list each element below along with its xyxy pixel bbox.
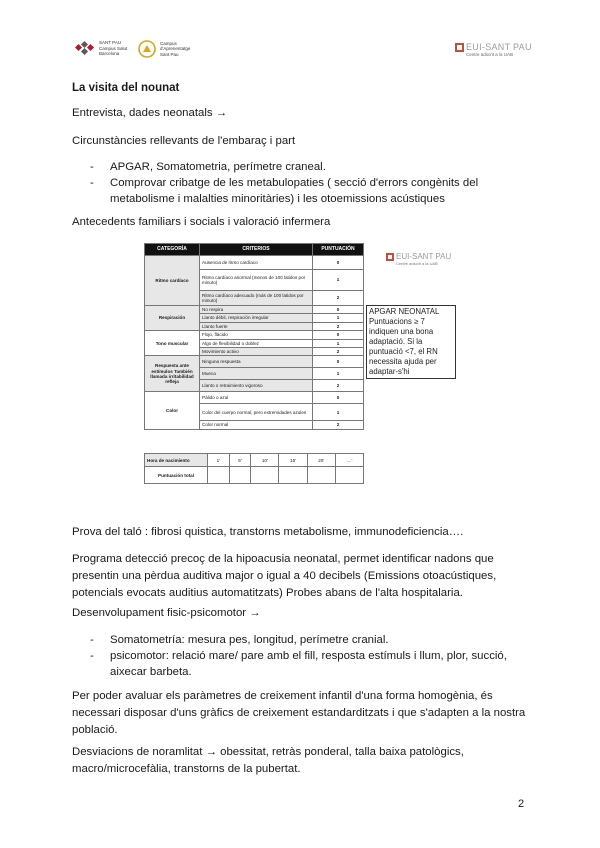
eui-logo	[455, 42, 532, 57]
criteria-cell: Algo de flexibilidad o doblez	[200, 339, 313, 347]
category-cell: Color	[145, 392, 200, 429]
criteria-cell: No respira	[200, 306, 313, 314]
criteria-cell: Ausencia de ritmo cardíaco	[200, 256, 313, 270]
score-cell: 1	[313, 404, 364, 421]
criteria-cell: Color normal	[200, 421, 313, 429]
figure-logo-emblem-icon	[386, 253, 394, 261]
score-cell: 2	[313, 348, 364, 356]
figure-logo-text: EUI-SANT PAU	[396, 252, 452, 261]
total-cell	[335, 467, 363, 484]
list-cribatge	[72, 159, 532, 207]
total-cell	[279, 467, 307, 484]
paragraph-antecedents: Antecedents familiars i socials i valoració infermera	[72, 216, 331, 228]
criteria-cell: Flojo, flácido	[200, 331, 313, 339]
table-row	[145, 306, 364, 314]
score-cell: 2	[313, 322, 364, 330]
table-row	[145, 392, 364, 404]
criteria-cell: Llanto débil, respiración irregular	[200, 314, 313, 322]
criteria-cell: Movimiento activo	[200, 348, 313, 356]
score-cell: 1	[313, 314, 364, 322]
paragraph-hipoacusia: Programa detecció precoç de la hipoacusia neonatal, permet identificar nadons que presentin una pèrdua auditiva major o igual a 40 decibels (Emissions otoacústiques, potencials evocats auditius automatitzats) Probes abans de l'alta hospitalaria.	[72, 553, 497, 599]
score-cell: 0	[313, 392, 364, 404]
table-row	[145, 356, 364, 368]
logo1-text: SANT PAU Campus Salut Barcelona	[99, 40, 128, 56]
page-title: La visita del nounat	[72, 82, 180, 94]
campus-emblem-icon	[138, 40, 156, 58]
table-row	[145, 454, 364, 467]
score-cell: 2	[313, 380, 364, 392]
birth-time-table	[144, 453, 364, 484]
category-cell: Tono muscular	[145, 331, 200, 356]
sant-pau-logo	[75, 40, 127, 57]
time-cell: 10'	[251, 454, 279, 467]
header-categoria: CATEGORÍA	[145, 244, 200, 256]
paragraph-prova-talo: Prova del taló : fibrosi quistica, transtorns metabolisme, immunodeficiencia….	[72, 526, 464, 538]
table-row	[145, 467, 364, 484]
score-cell: 1	[313, 339, 364, 347]
total-cell	[229, 467, 251, 484]
paragraph-entrevista: Entrevista, dades neonatals →	[72, 107, 228, 119]
figure-logo-subtitle: Centre adscrit a la UAB	[396, 261, 438, 266]
header-puntuacion: PUNTUACIÓN	[313, 244, 364, 256]
apgar-table	[144, 243, 364, 430]
figure-logo	[386, 252, 451, 266]
category-cell: Ritmo cardíaco	[145, 256, 200, 306]
score-cell: 0	[313, 356, 364, 368]
time-cell: 15'	[279, 454, 307, 467]
criteria-cell: Ritmo cardíaco anormal (menos de 100 latidos por minuto)	[200, 270, 313, 291]
list-item: - APGAR, Somatometria, perímetre craneal.	[72, 159, 532, 175]
total-label: Puntuación total	[145, 467, 208, 484]
list-desenvolupament	[72, 632, 532, 680]
list-item: - Somatometría: mesura pes, longitud, perímetre cranial.	[72, 632, 532, 648]
score-cell: 0	[313, 306, 364, 314]
category-cell: Respiración	[145, 306, 200, 331]
score-cell: 0	[313, 256, 364, 270]
table-row	[145, 331, 364, 339]
eui-logo-text: EUI-SANT PAU	[466, 42, 532, 52]
logo2-text: Campus d'Aprenentatge Sant Pau	[160, 40, 191, 57]
criteria-cell: Pálido o azul	[200, 392, 313, 404]
page-number: 2	[518, 798, 525, 810]
paragraph-circumstancies: Circunstàncies rellevants de l'embaraç i part	[72, 135, 296, 147]
list-item: - psicomotor: relació mare/ pare amb el fill, resposta estímuls i llum, plor, succió, aixecar barbeta.	[72, 648, 532, 680]
total-cell	[208, 467, 230, 484]
apgar-note-box: APGAR NEONATAL Puntuacions ≥ 7 indiquen una bona adaptació. Si la puntuació <7, el RN necessita ajuda per adaptar-s'hi	[366, 305, 456, 379]
sant-pau-emblem-icon	[75, 40, 95, 56]
total-cell	[251, 467, 279, 484]
time-cell: 20'	[307, 454, 335, 467]
score-cell: 1	[313, 270, 364, 291]
score-cell: 0	[313, 331, 364, 339]
apgar-header-row	[145, 244, 364, 256]
time-cell: 5'	[229, 454, 251, 467]
paragraph-desenvolupament: Desenvolupament fisic-psicomotor →	[72, 607, 261, 619]
campus-logo	[138, 40, 190, 58]
paragraph-creixement: Per poder avaluar els paràmetres de creixement infantil d'una forma homogènia, és necessari disposar d'uns gràfics de creixement estandarditzats i que s'adapten a la nostra població.	[72, 690, 526, 736]
list-item: - Comprovar cribatge de les metabulopaties ( secció d'errors congènits del metabolisme i malalties minoritàries) i les otoemissions acústiques	[72, 175, 532, 207]
score-cell: 2	[313, 291, 364, 306]
time-cell: ....'	[335, 454, 363, 467]
criteria-cell: Ninguna respuesta	[200, 356, 313, 368]
header-criterios: CRITERIOS	[200, 244, 313, 256]
criteria-cell: Llanto o retraimiento vigoroso	[200, 380, 313, 392]
table-row	[145, 256, 364, 270]
criteria-cell: Llanto fuerte	[200, 322, 313, 330]
eui-emblem-icon	[455, 43, 464, 52]
score-cell: 1	[313, 368, 364, 380]
criteria-cell: Mueca	[200, 368, 313, 380]
score-cell: 2	[313, 421, 364, 429]
category-cell: Respuesta ante estímulos También llamada irritabilidad refleja	[145, 356, 200, 392]
time-label: Hora de nacimiento	[145, 454, 208, 467]
time-cell: 1'	[208, 454, 230, 467]
total-cell	[307, 467, 335, 484]
paragraph-desviacions: Desviacions de noramlitat → obessitat, retràs ponderal, talla baixa patològics, macro/microcefàlia, transtorns de la pubertat.	[72, 746, 464, 775]
criteria-cell: Color del cuerpo normal, pero extremidades azules	[200, 404, 313, 421]
criteria-cell: Ritmo cardíaco adecuado (más de 100 latidos por minuto)	[200, 291, 313, 306]
eui-logo-subtitle: Centre adscrit a la UAB	[466, 52, 514, 57]
